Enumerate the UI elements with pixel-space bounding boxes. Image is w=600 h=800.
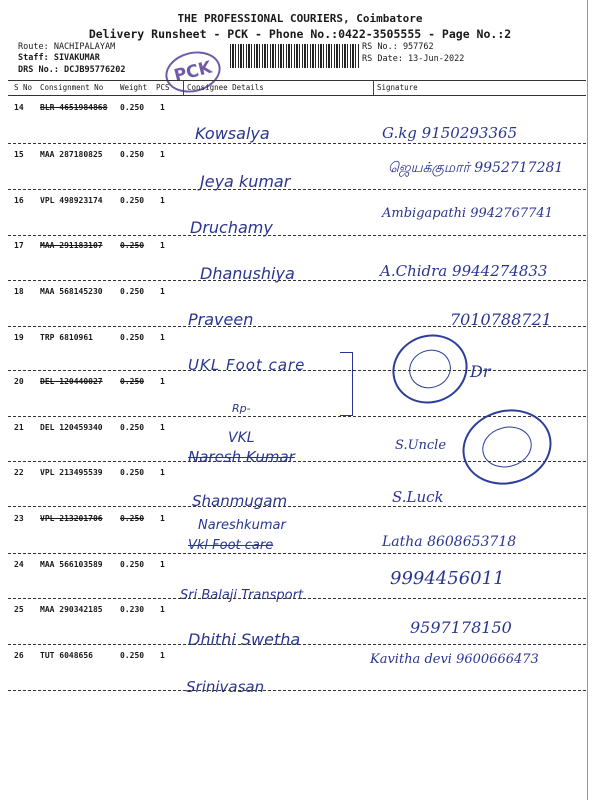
row-divider: [8, 461, 586, 462]
row-sno: 16: [14, 196, 24, 205]
handwritten-consignee: Naresh Kumar: [188, 448, 295, 466]
row-weight: 0.250: [120, 423, 145, 432]
handwritten-consignee: Druchamy: [190, 218, 273, 237]
row-divider: [8, 235, 586, 236]
row-consignment: VPL 213495539: [40, 468, 103, 477]
handwritten-consignee: Kowsalya: [195, 124, 270, 143]
handwritten-struck: Vkl Foot care: [188, 538, 274, 553]
row-weight: 0.250: [120, 377, 145, 386]
handwritten-signature: S.Uncle: [395, 438, 447, 453]
handwritten-signature: Latha 8608653718: [382, 534, 517, 550]
row-sno: 15: [14, 150, 24, 159]
row-consignment: TRP 6810961: [40, 333, 93, 342]
handwritten-consignee: Sri Balaji Transport: [180, 588, 304, 603]
row-divider: [8, 690, 586, 691]
handwritten-signature: Ambigapathi 9942767741: [382, 206, 553, 221]
row-weight: 0.250: [120, 651, 145, 660]
runsheet-title: Delivery Runsheet - PCK - Phone No.:0422-3505555 - Page No.:2: [88, 27, 512, 41]
col-header-weight: Weight: [120, 83, 148, 92]
company-title: THE PROFESSIONAL COURIERS, Coimbatore: [177, 12, 423, 25]
col-header-sno: S No: [14, 83, 33, 92]
row-weight: 0.250: [120, 103, 145, 112]
handwritten-signature: Kavitha devi 9600666473: [370, 652, 539, 667]
row-weight: 0.250: [120, 468, 145, 477]
row-divider: [8, 143, 586, 144]
handwritten-signature: ஜெயக்குமார் 9952717281: [388, 160, 564, 176]
row-consignment: MAA 291183107: [40, 241, 103, 250]
table-top-rule: [8, 80, 586, 81]
handwritten-note: Dr: [470, 362, 491, 381]
col-header-consignee: Consignee Details: [187, 83, 264, 92]
row-consignment: MAA 568145230: [40, 287, 103, 296]
row-sno: 23: [14, 514, 24, 523]
row-consignment: VPL 498923174: [40, 196, 103, 205]
row-weight: 0.250: [120, 150, 145, 159]
handwritten-consignee: Nareshkumar: [198, 518, 286, 533]
company-seal: [383, 324, 478, 414]
row-consignment: MAA 287180825: [40, 150, 103, 159]
handwritten-consignee: Srinivasan: [186, 678, 265, 696]
handwritten-consignee: Dhanushiya: [200, 264, 295, 283]
row-sno: 25: [14, 605, 24, 614]
row-sno: 24: [14, 560, 24, 569]
handwritten-note: Rp-: [232, 402, 251, 415]
header-bottom-rule: [8, 95, 586, 96]
handwritten-consignee: Dhithi Swetha: [188, 630, 301, 649]
row-weight: 0.250: [120, 514, 145, 523]
row-consignment: MAA 566103589: [40, 560, 103, 569]
row-divider: [8, 553, 586, 554]
col-divider-consignee: [183, 80, 184, 95]
row-divider: [8, 506, 586, 507]
row-weight: 0.250: [120, 196, 145, 205]
row-sno: 17: [14, 241, 24, 250]
pck-stamp: PCK: [161, 46, 225, 98]
row-pcs: 1: [160, 514, 165, 523]
row-sno: 26: [14, 651, 24, 660]
row-divider: [8, 189, 586, 190]
row-pcs: 1: [160, 605, 165, 614]
row-weight: 0.250: [120, 241, 145, 250]
row-weight: 0.230: [120, 605, 145, 614]
handwritten-consignee: Jeya kumar: [200, 172, 291, 191]
handwritten-signature: 7010788721: [450, 310, 552, 329]
row-pcs: 1: [160, 287, 165, 296]
handwritten-bracket: [340, 352, 353, 416]
handwritten-signature: A.Chidra 9944274833: [380, 262, 548, 280]
row-sno: 21: [14, 423, 24, 432]
row-consignment: BLR 4651984868: [40, 103, 108, 112]
row-pcs: 1: [160, 423, 165, 432]
row-pcs: 1: [160, 377, 165, 386]
handwritten-signature: 9994456011: [390, 568, 505, 589]
handwritten-over: VKL: [228, 430, 255, 446]
row-consignment: MAA 290342185: [40, 605, 103, 614]
handwritten-signature: G.kg 9150293365: [382, 124, 518, 142]
row-divider: [8, 370, 586, 371]
drs-label: DRS No.: DCJB95776202: [18, 65, 126, 75]
row-pcs: 1: [160, 103, 165, 112]
row-consignment: DEL 120440027: [40, 377, 103, 386]
row-consignment: VPL 213201706: [40, 514, 103, 523]
col-divider-signature: [373, 80, 374, 95]
row-pcs: 1: [160, 560, 165, 569]
handwritten-signature: S.Luck: [392, 488, 444, 506]
rs-number: RS No.: 957762: [362, 42, 434, 52]
row-sno: 19: [14, 333, 24, 342]
handwritten-consignee: Shanmugam: [192, 492, 288, 510]
row-consignment: TUT 6048656: [40, 651, 93, 660]
staff-label: Staff: SIVAKUMAR: [18, 53, 100, 63]
row-divider: [8, 644, 586, 645]
row-weight: 0.250: [120, 287, 145, 296]
row-pcs: 1: [160, 150, 165, 159]
row-pcs: 1: [160, 196, 165, 205]
row-sno: 14: [14, 103, 24, 112]
row-weight: 0.250: [120, 560, 145, 569]
col-header-consignment: Consignment No: [40, 83, 104, 92]
row-pcs: 1: [160, 241, 165, 250]
row-sno: 18: [14, 287, 24, 296]
route-label: Route: NACHIPALAYAM: [18, 42, 116, 52]
handwritten-consignee: Praveen: [188, 310, 254, 329]
company-seal: [454, 400, 560, 495]
handwritten-consignee: UKL Foot care: [188, 356, 306, 374]
handwritten-signature: 9597178150: [410, 618, 512, 637]
row-pcs: 1: [160, 651, 165, 660]
row-sno: 20: [14, 377, 24, 386]
page-edge: [587, 0, 588, 800]
row-weight: 0.250: [120, 333, 145, 342]
row-pcs: 1: [160, 468, 165, 477]
row-divider: [8, 326, 586, 327]
row-pcs: 1: [160, 333, 165, 342]
barcode: [230, 44, 360, 68]
rs-date: RS Date: 13-Jun-2022: [362, 54, 465, 64]
col-header-pcs: PCS: [156, 83, 170, 92]
row-divider: [8, 280, 586, 281]
col-header-signature: Signature: [377, 83, 418, 92]
row-sno: 22: [14, 468, 24, 477]
row-divider: [8, 598, 586, 599]
row-consignment: DEL 120459340: [40, 423, 103, 432]
